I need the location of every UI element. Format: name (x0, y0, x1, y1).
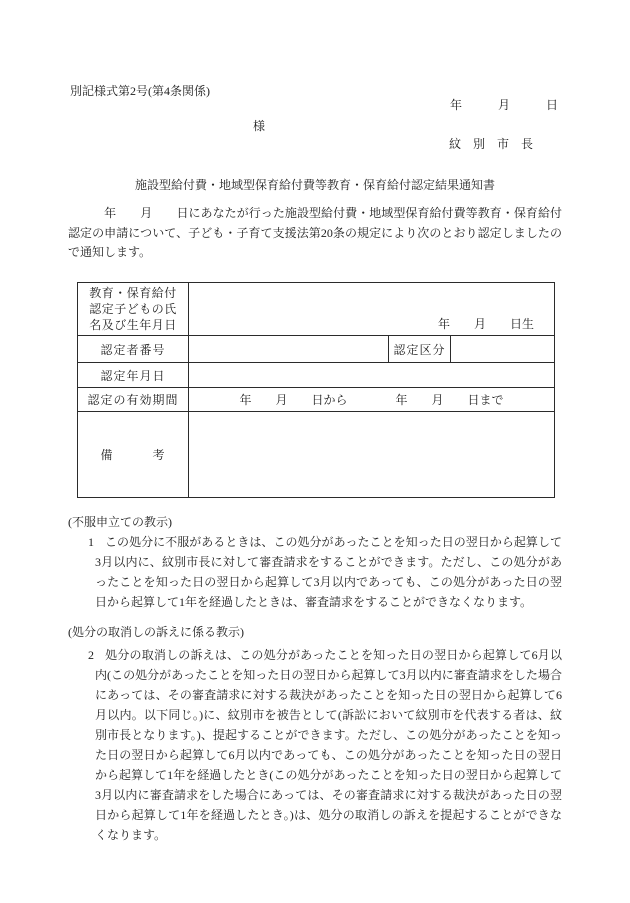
cert-category-field (451, 336, 555, 363)
document-title: 施設型給付費・地域型保育給付費等教育・保育給付認定結果通知書 (134, 178, 495, 192)
valid-period-field: 年 月 日から 年 月 日まで (189, 388, 555, 412)
addressee-honorific: 様 (253, 119, 266, 133)
revocation-notice-item (88, 645, 562, 845)
table-row-child (78, 283, 555, 336)
valid-period-label: 認定の有効期間 (78, 388, 189, 412)
child-birthdate-field: 年 月 日生 (189, 283, 555, 336)
table-row-cert-number (78, 336, 555, 363)
table-row-cert-date (78, 363, 555, 388)
remarks-label: 備 考 (78, 412, 189, 498)
child-name-birthdate-label: 教育・保育給付認定子どもの氏名及び生年月日 (78, 283, 189, 336)
cert-number-field (189, 336, 389, 363)
appeal-item-text: この処分に不服があるときは、この処分があったことを知った日の翌日から起算して3月以内に、紋別市長に対して審査請求をすることができます。ただし、この処分があったことを知った日の翌日から起算して3月以内であっても、この処分があった日の翌日から起算して1年を経過したときは、審査請求をすることができなくなります。 (95, 535, 562, 609)
cert-category-label: 認定区分 (389, 336, 451, 363)
cert-number-label: 認定者番号 (78, 336, 189, 363)
cert-date-field (189, 363, 555, 388)
appeal-notice-heading: (不服申立ての教示) (68, 515, 172, 529)
revocation-item-text: 処分の取消しの訴えは、この処分があったことを知った日の翌日から起算して6月以内(この処分があったことを知った日の翌日から起算して3月以内に審査請求をした場合にあっては、その審査請求に対する裁決があったことを知った日の翌日から起算して6月以内。以下同じ。)に、紋別市を被告として(訴訟において紋別市を代表する者は、紋別市長となります。)、提起することができます。ただし、この処分があったことを知った日の翌日から起算して6月以内であっても、この処分があったことを知った日の翌日から起算して1年を経過したとき(この処分があったことを知った日の翌日から起算して3月以内に審査請求をした場合にあっては、その審査請求に対する裁決があった日の翌日から起算して1年を経過したとき。)は、処分の取消しの訴えを提起することができなくなります。 (95, 648, 562, 842)
remarks-field (189, 412, 555, 498)
appeal-item-number: 1 (88, 535, 94, 549)
certification-result-table (77, 282, 555, 498)
table-row-valid-period (78, 388, 555, 412)
revocation-notice-heading: (処分の取消しの訴えに係る教示) (68, 625, 244, 639)
table-row-remarks (78, 412, 555, 498)
cert-date-label: 認定年月日 (78, 363, 189, 388)
form-number: 別記様式第2号(第4条関係) (70, 84, 210, 98)
revocation-item-number: 2 (88, 648, 94, 662)
intro-paragraph: 年 月 日にあなたが行った施設型給付費・地域型保育給付費等教育・保育給付認定の申請について、子ども・子育て支援法第20条の規定により次のとおり認定しましたので通知します。 (68, 206, 562, 259)
appeal-notice-item (88, 532, 562, 612)
sender-title: 紋 別 市 長 (449, 137, 534, 151)
issue-date-line: 年 月 日 (449, 98, 558, 112)
